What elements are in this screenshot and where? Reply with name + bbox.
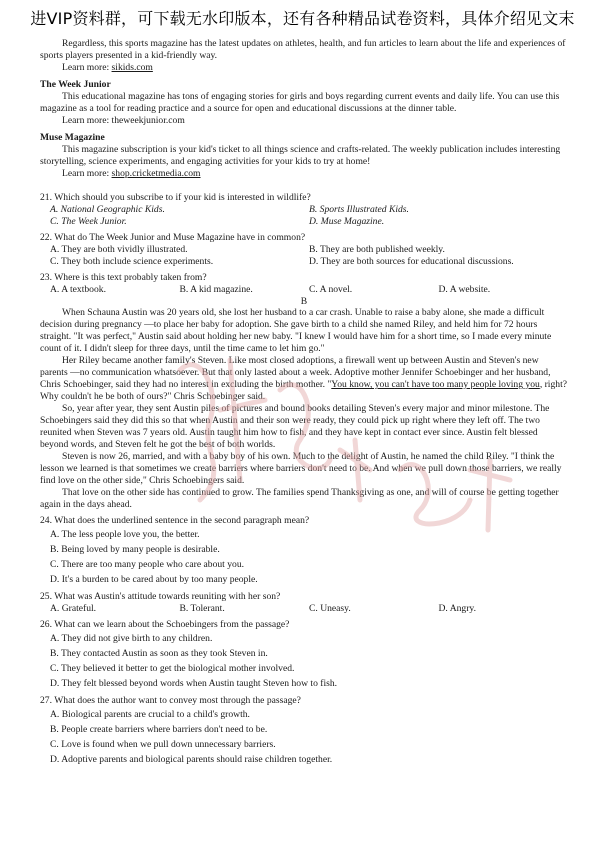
- question-stem-22: 22. What do The Week Junior and Muse Magazine have in common?: [40, 232, 306, 243]
- option-25-d[interactable]: D. Angry.: [438, 603, 476, 614]
- option-22-a[interactable]: A. They are both vividly illustrated.: [50, 244, 188, 255]
- section-b-heading: B: [300, 296, 308, 307]
- option-27-a[interactable]: A. Biological parents are crucial to a child's growth.: [50, 709, 250, 720]
- learn-more-line: [40, 62, 568, 74]
- question-stem-26: 26. What can we learn about the Schoebingers from the passage?: [40, 619, 290, 630]
- option-26-b[interactable]: B. They contacted Austin as soon as they took Steven in.: [50, 648, 268, 659]
- option-24-a[interactable]: A. The less people love you, the better.: [50, 529, 200, 540]
- option-24-d[interactable]: D. It's a burden to be cared about by too many people.: [50, 574, 258, 585]
- promo-banner: 进VIP资料群，可下载无水印版本，还有各种精品试卷资料，具体介绍见文末: [30, 9, 575, 28]
- option-21-a[interactable]: A. National Geographic Kids.: [50, 204, 165, 215]
- passage-p2-end: , right? Why couldn't he be both of ours?" Chris Schoebinger said.: [40, 379, 567, 402]
- option-27-b[interactable]: B. People create barriers where barriers don't need to be.: [50, 724, 268, 735]
- question-stem-25: 25. What was Austin's attitude towards reuniting with her son?: [40, 591, 281, 602]
- passage-paragraph-2: [40, 355, 568, 403]
- learn-more-link-cricket[interactable]: shop.cricketmedia.com: [111, 168, 201, 179]
- question-options-24: [40, 527, 568, 587]
- option-25-a[interactable]: A. Grateful.: [50, 603, 97, 614]
- option-24-b[interactable]: B. Being loved by many people is desirable.: [50, 544, 220, 555]
- option-22-d[interactable]: D. They are both sources for educational discussions.: [309, 256, 514, 267]
- option-21-c[interactable]: C. The Week Junior.: [50, 216, 127, 227]
- option-21-d[interactable]: D. Muse Magazine.: [309, 216, 385, 227]
- option-26-c[interactable]: C. They believed it better to get the biological mother involved.: [50, 663, 295, 674]
- magazine-title-week-junior: The Week Junior: [40, 79, 111, 90]
- question-stem-27: 27. What does the author want to convey most through the passage?: [40, 695, 301, 706]
- intro-paragraph: Regardless, this sports magazine has the latest updates on athletes, health, and fun articles to learn about the life and experiences of sports players presented in a kid-friendly way.: [40, 38, 566, 61]
- learn-more-link-sikids[interactable]: sikids.com: [111, 62, 153, 73]
- option-22-c[interactable]: C. They both include science experiments.: [50, 256, 214, 267]
- question-stem-21: 21. Which should you subscribe to if your kid is interested in wildlife?: [40, 192, 311, 203]
- question-options-26: [40, 631, 568, 691]
- learn-more-link-week-junior[interactable]: theweekjunior.com: [111, 115, 185, 126]
- option-25-b[interactable]: B. Tolerant.: [179, 603, 225, 614]
- option-25-c[interactable]: C. Uneasy.: [309, 603, 351, 614]
- option-23-b[interactable]: B. A kid magazine.: [179, 284, 253, 295]
- magazine-desc-week-junior: This educational magazine has tons of engaging stories for girls and boys regarding current events and daily life. You can use this magazine as a tool for reading practice and a source for open and educational discussions at the dinner table.: [40, 91, 560, 114]
- passage-paragraph-1: When Schauna Austin was 20 years old, she lost her husband to a car crash. Unable to raise a baby alone, she made a difficult decision during pregnancy —to place her baby for adoption. She gave birth to a child she named Riley, and held him for 72 hours straight. "It was perfect," Austin said about holding her new baby. "I knew I would have him for a short time, so I made every minute count of it. I didn't sleep for three days, until the time came to let him go.": [40, 307, 552, 354]
- magazine-title-muse: Muse Magazine: [40, 132, 105, 143]
- learn-more-label: Learn more:: [62, 168, 112, 179]
- learn-more-label: Learn more:: [62, 62, 112, 73]
- option-23-d[interactable]: D. A website.: [438, 284, 491, 295]
- question-stem-24: 24. What does the underlined sentence in the second paragraph mean?: [40, 515, 310, 526]
- question-stem-23: 23. Where is this text probably taken from?: [40, 272, 207, 283]
- question-options-22: [40, 244, 568, 268]
- passage-paragraph-4: Steven is now 26, married, and with a baby boy of his own. Much to the delight of Austin, he named the child Riley. "I think the lesson we learned is that sometimes we create barriers where barriers don't need to be. And when we pull down those barriers, we really find love on the other side," Chris Schoebingers said.: [40, 451, 562, 486]
- learn-more-line: [40, 115, 568, 127]
- learn-more-label: Learn more:: [62, 115, 112, 126]
- exam-content: [40, 38, 568, 767]
- option-22-b[interactable]: B. They are both published weekly.: [309, 244, 445, 255]
- option-24-c[interactable]: C. There are too many people who care about you.: [50, 559, 245, 570]
- magazine-desc-muse: This magazine subscription is your kid's ticket to all things science and crafts-related. The weekly publication includes interesting storytelling, science experiments, and engaging activities for your kids to try at home!: [40, 144, 561, 167]
- question-options-27: [40, 707, 568, 767]
- option-23-c[interactable]: C. A novel.: [309, 284, 353, 295]
- passage-paragraph-5: That love on the other side has continued to grow. The families spend Thanksgiving as one, and will of course be getting together again in the days ahead.: [40, 487, 559, 510]
- passage-p2-start: Her Riley became another family's Steven. Like most closed adoptions, a firewall went up between Austin and Steven's new parents —no communication whatsoever. But that only lasted about a week. Adoptive mother Jennifer Schoebinger and her husband, Chris Schoebinger, said they had no interest in excluding the birth mother. ": [40, 355, 551, 390]
- option-23-a[interactable]: A. A textbook.: [50, 284, 106, 295]
- option-27-d[interactable]: D. Adoptive parents and biological parents should raise children together.: [50, 754, 333, 765]
- question-options-21: [40, 204, 568, 228]
- learn-more-line: [40, 168, 568, 180]
- option-26-a[interactable]: A. They did not give birth to any children.: [50, 633, 213, 644]
- option-26-d[interactable]: D. They felt blessed beyond words when Austin taught Steven how to fish.: [50, 678, 338, 689]
- question-options-23: [40, 284, 568, 296]
- underlined-sentence: You know, you can't have too many people loving you: [331, 379, 540, 390]
- option-27-c[interactable]: C. Love is found when we pull down unnecessary barriers.: [50, 739, 276, 750]
- passage-paragraph-3: So, year after year, they sent Austin piles of pictures and bound books detailing Steven's every major and minor milestone. The Schoebingers said they did this so that when Austin and their son were ready, they could pick up right where they left off. The two reunited when Steven was 7 years old. Austin taught him how to fish, and they have kept in contact ever since. Austin felt blessed beyond words, and Steven felt he got the best of both worlds.: [40, 403, 550, 450]
- question-options-25: [40, 603, 568, 615]
- option-21-b[interactable]: B. Sports Illustrated Kids.: [309, 204, 409, 215]
